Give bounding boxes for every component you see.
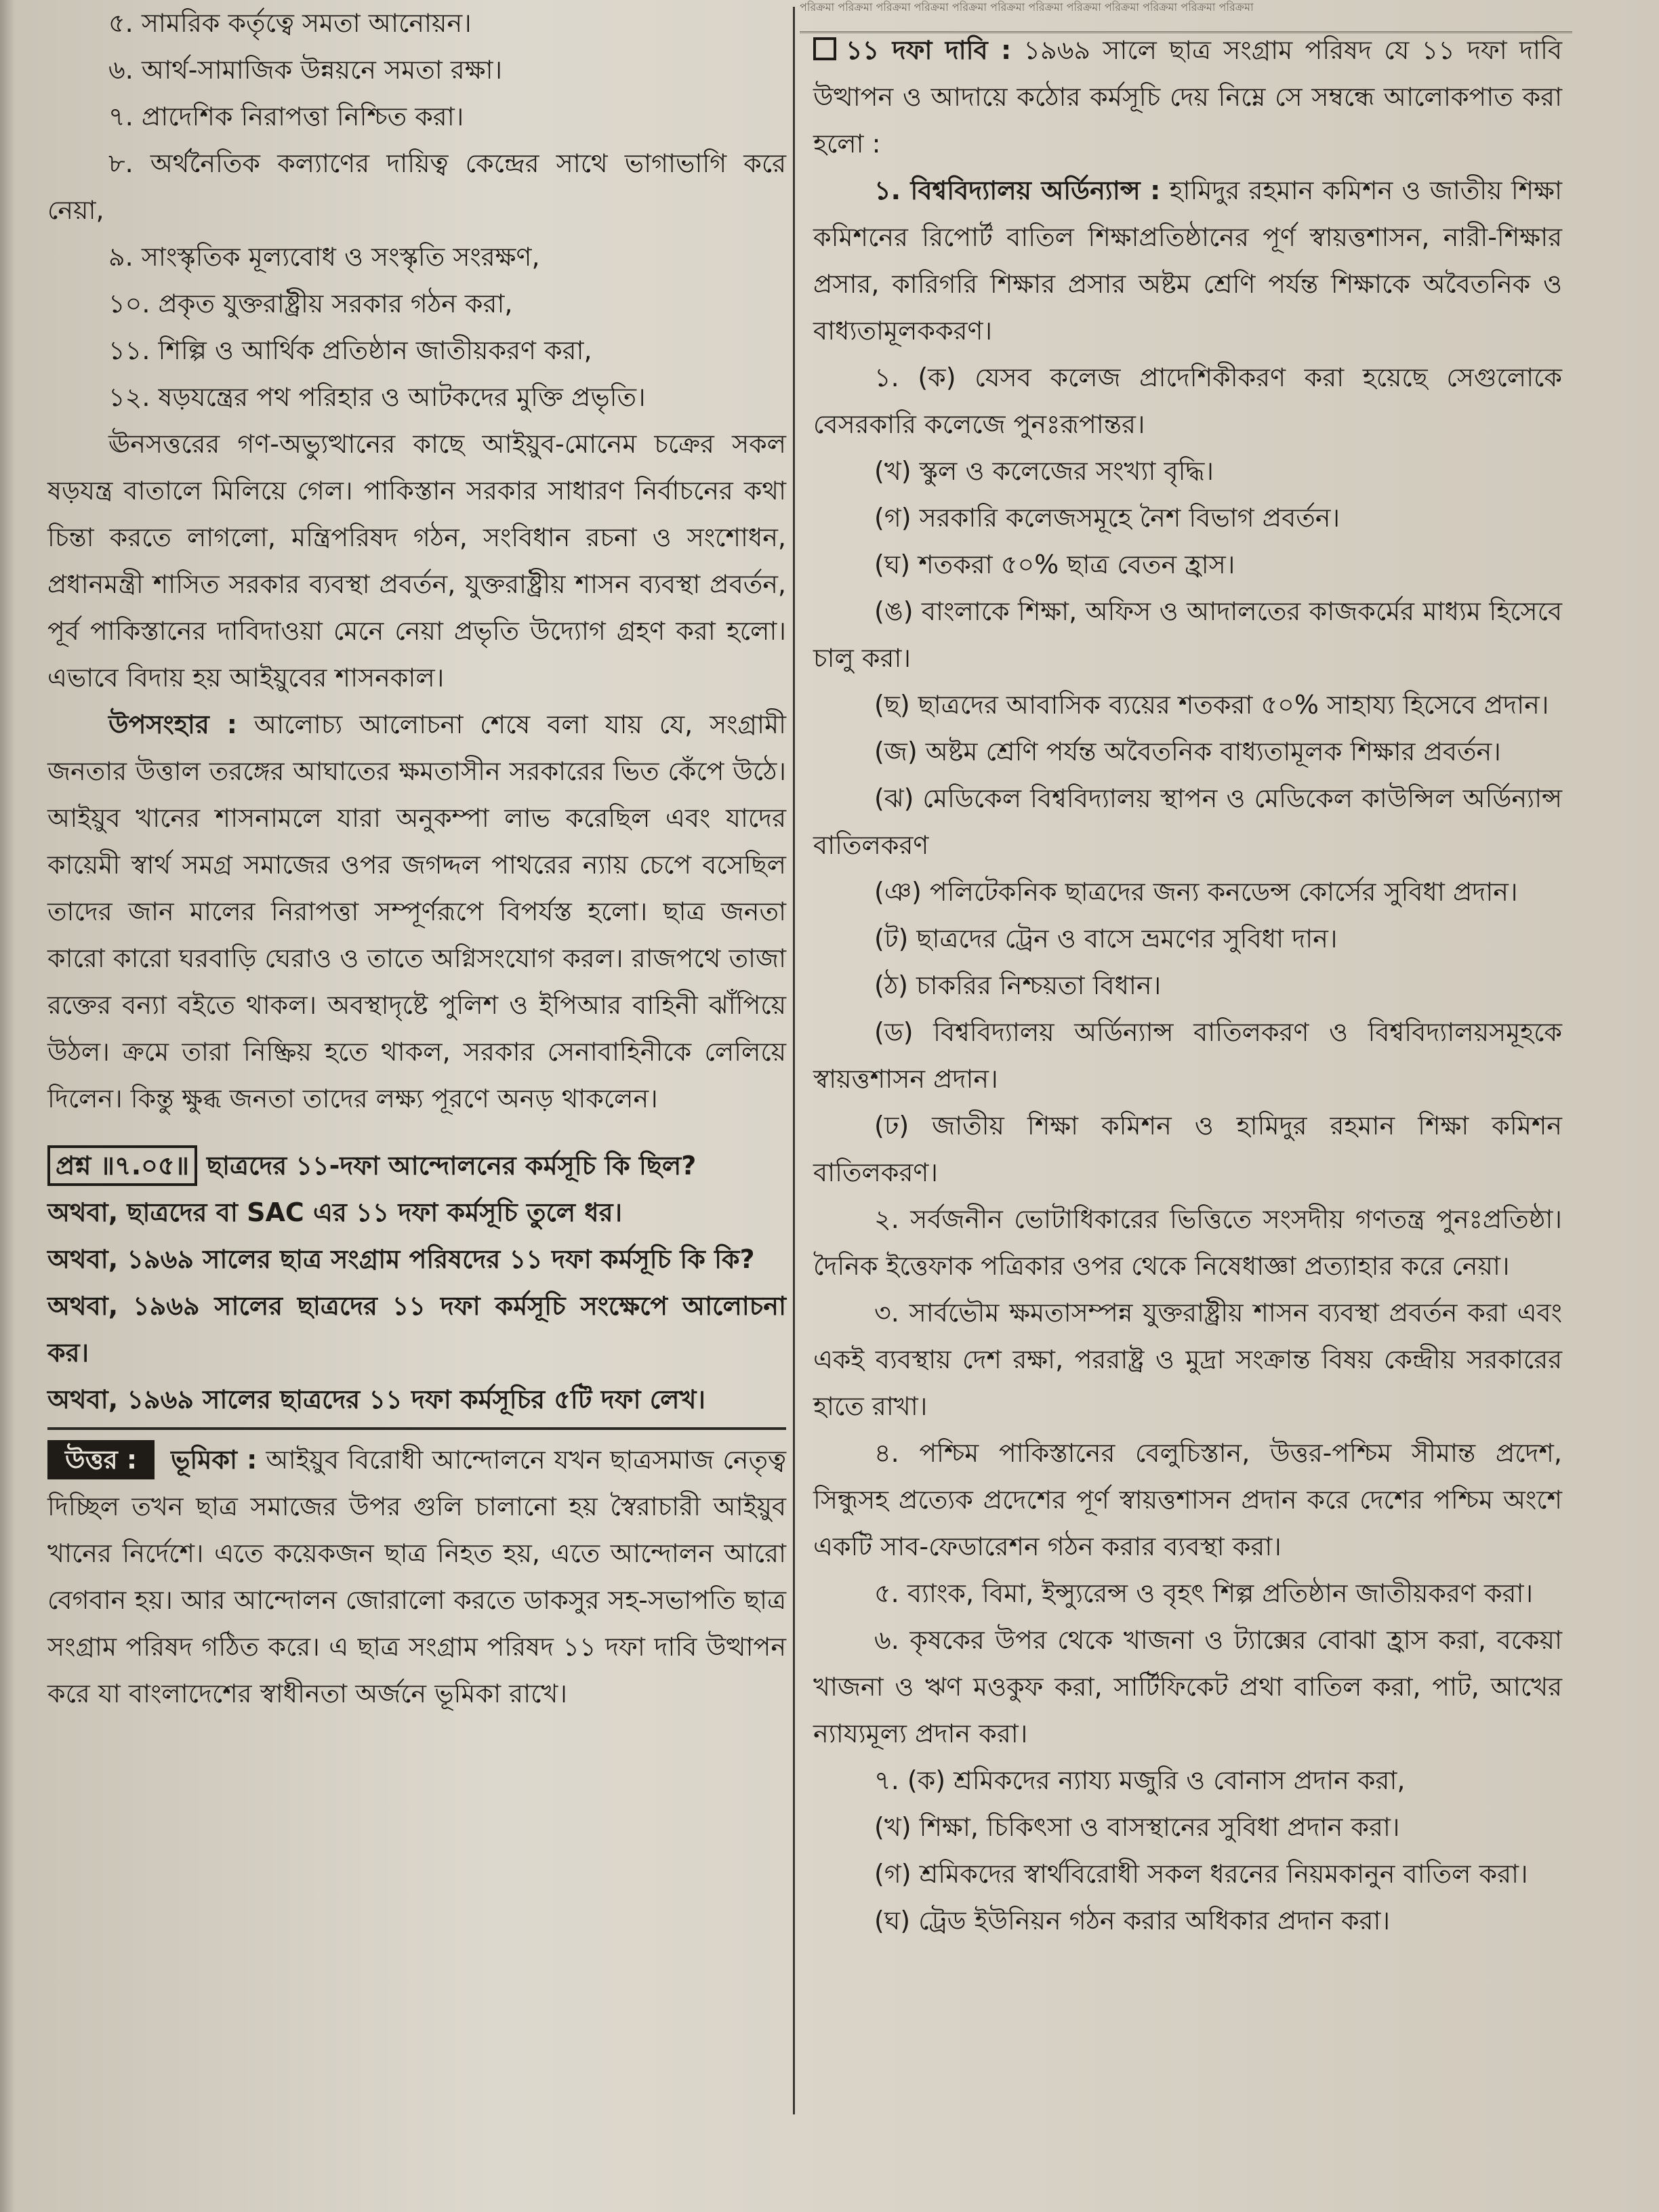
sub-item: (খ) স্কুল ও কলেজের সংখ্যা বৃদ্ধি।: [874, 456, 1214, 486]
point-7b: (খ) শিক্ষা, চিকিৎসা ও বাসস্থানের সুবিধা প্রদান করা।: [874, 1812, 1400, 1842]
point-7d: (ঘ) ট্রেড ইউনিয়ন গঠন করার অধিকার প্রদান করা।: [874, 1906, 1391, 1936]
section-intro: [813, 27, 1562, 167]
point-6: ৬. কৃষকের উপর থেকে খাজনা ও ট্যাক্সের বোঝা হ্রাস করা, বকেয়া খাজনা ও ঋণ মওকুফ করা, সার্টিফিকেট প্রথা বাতিল করা, পাট, আখের ন্যায্যমূল্য প্রদান করা।: [813, 1625, 1562, 1748]
point-4: ৪. পশ্চিম পাকিস্তানের বেলুচিস্তান, উত্তর-পশ্চিম সীমান্ত প্রদেশ, সিন্ধুসহ প্রত্যেক প্রদেশের পূর্ণ স্বায়ত্তশাসন প্রদান করে দেশের পশ্চিম অংশে একটি সাব-ফেডারেশন গঠন করার ব্যবস্থা করা।: [813, 1438, 1562, 1561]
sub-item: (গ) সরকারি কলেজসমূহে নৈশ বিভাগ প্রবর্তন।: [874, 503, 1340, 533]
conclusion-paragraph: [47, 701, 786, 1122]
answer-intro: [47, 1437, 786, 1717]
point-1-text: হামিদুর রহমান কমিশন ও জাতীয় শিক্ষা কমিশনের রিপোর্ট বাতিল শিক্ষাপ্রতিষ্ঠানের পূর্ণ স্বায়ত্তশাসন, নারী-শিক্ষার প্রসার, কারিগরি শিক্ষার প্রসার অষ্টম শ্রেণি পর্যন্ত শিক্ষাকে অবৈতনিক ও বাধ্যতামূলককরণ।: [813, 176, 1562, 346]
header-strip: পরিক্রমা পরিক্রমা পরিক্রমা পরিক্রমা পরিক্রমা পরিক্রমা পরিক্রমা পরিক্রমা পরিক্রমা পরিক্রমা পরিক্রমা পরিক্রমা: [800, 0, 1572, 33]
question-alt: অথবা, ১৯৬৯ সালের ছাত্র সংগ্রাম পরিষদের ১১ দফা কর্মসূচি কি কি?: [47, 1244, 755, 1274]
right-column: [813, 27, 1562, 1944]
point-1: [813, 167, 1562, 354]
question-main-text: ছাত্রদের ১১-দফা আন্দোলনের কর্মসূচি কি ছিল?: [207, 1151, 697, 1181]
question-block: [47, 1143, 786, 1430]
sub-item: (ঞ) পলিটেকনিক ছাত্রদের জন্য কনডেন্স কোর্সের সুবিধা প্রদান।: [874, 877, 1518, 907]
point-2: ২. সর্বজনীন ভোটাধিকারের ভিত্তিতে সংসদীয় গণতন্ত্র পুনঃপ্রতিষ্ঠা। দৈনিক ইত্তেফাক পত্রিকার ওপর থেকে নিষেধাজ্ঞা প্রত্যাহার করে নেয়া।: [813, 1204, 1562, 1281]
left-column: [47, 0, 786, 1717]
list-item: ৬. আর্থ-সামাজিক উন্নয়নে সমতা রক্ষা।: [108, 55, 503, 85]
sub-item: (ঝ) মেডিকেল বিশ্ববিদ্যালয় স্থাপন ও মেডিকেল কাউন্সিল অর্ডিন্যান্স বাতিলকরণ: [813, 783, 1562, 860]
point-7a: ৭. (ক) শ্রমিকদের ন্যায্য মজুরি ও বোনাস প্রদান করা,: [874, 1765, 1406, 1795]
section-heading: ১১ দফা দাবি :: [846, 35, 1012, 65]
sub-item: (ট) ছাত্রদের ট্রেন ও বাসে ভ্রমণের সুবিধা দান।: [874, 924, 1338, 954]
question-main: [47, 1143, 786, 1189]
list-item: ৯. সাংস্কৃতিক মূল্যবোধ ও সংস্কৃতি সংরক্ষণ,: [108, 242, 540, 272]
sub-item: (ঘ) শতকরা ৫০% ছাত্র বেতন হ্রাস।: [874, 550, 1235, 579]
sub-item: (ঢ) জাতীয় শিক্ষা কমিশন ও হামিদুর রহমান শিক্ষা কমিশন বাতিলকরণ।: [813, 1111, 1562, 1187]
point-5: ৫. ব্যাংক, বিমা, ইন্স্যুরেন্স ও বৃহৎ শিল্প প্রতিষ্ঠান জাতীয়করণ করা।: [874, 1578, 1534, 1608]
section-intro-text: ১৯৬৯ সালে ছাত্র সংগ্রাম পরিষদ যে ১১ দফা দাবি উত্থাপন ও আদায়ে কঠোর কর্মসূচি দেয় নিম্নে সে সম্বন্ধে আলোকপাত করা হলো :: [813, 35, 1562, 159]
sub-item: (ড) বিশ্ববিদ্যালয় অর্ডিন্যান্স বাতিলকরণ ও বিশ্ববিদ্যালয়সমূহকে স্বায়ত্তশাসন প্রদান।: [813, 1017, 1562, 1094]
list-item: ১২. ষড়যন্ত্রের পথ পরিহার ও আটকদের মুক্তি প্রভৃতি।: [108, 382, 646, 412]
list-item: ৭. প্রাদেশিক নিরাপত্তা নিশ্চিত করা।: [108, 102, 464, 131]
intro-text: আইয়ুব বিরোধী আন্দোলনে যখন ছাত্রসমাজ নেতৃত্ব দিচ্ছিল তখন ছাত্র সমাজের উপর গুলি চালানো হয় স্বৈরাচারী আইয়ুব খানের নির্দেশে। এতে কয়েকজন ছাত্র নিহত হয়, এতে আন্দোলন আরো বেগবান হয়। আর আন্দোলন জোরালো করতে ডাকসুর সহ-সভাপতি ছাত্র সংগ্রাম পরিষদ গঠিত করে। এ ছাত্র সংগ্রাম পরিষদ ১১ দফা দাবি উত্থাপন করে যা বাংলাদেশের স্বাধীনতা অর্জনে ভূমিকা রাখে।: [47, 1445, 786, 1708]
intro-label: ভূমিকা :: [171, 1445, 258, 1475]
answer-tag: উত্তর :: [47, 1440, 155, 1479]
point-1-label: ১. বিশ্ববিদ্যালয় অর্ডিন্যান্স :: [874, 176, 1161, 205]
point-3: ৩. সার্বভৌম ক্ষমতাসম্পন্ন যুক্তরাষ্ট্রীয় শাসন ব্যবস্থা প্রবর্তন করা এবং একই ব্যবস্থায় দেশ রক্ষা, পররাষ্ট্র ও মুদ্রা সংক্রান্ত বিষয় কেন্দ্রীয় সরকারের হাতে রাখা।: [813, 1298, 1562, 1421]
list-item: ৫. সামরিক কর্তৃত্বে সমতা আনোয়ন।: [108, 8, 472, 38]
uprising-paragraph: ঊনসত্তরের গণ-অভ্যুত্থানের কাছে আইয়ুব-মোনেম চক্রের সকল ষড়যন্ত্র বাতালে মিলিয়ে গেল। পাকিস্তান সরকার সাধারণ নির্বাচনের কথা চিন্তা করতে লাগলো, মন্ত্রিপরিষদ গঠন, সংবিধান রচনা ও সংশোধন, প্রধানমন্ত্রী শাসিত সরকার ব্যবস্থা প্রবর্তন, যুক্তরাষ্ট্রীয় শাসন ব্যবস্থা প্রবর্তন, পূর্ব পাকিস্তানের দাবিদাওয়া মেনে নেয়া প্রভৃতি উদ্যোগ গ্রহণ করা হলো। এভাবে বিদায় হয় আইয়ুবের শাসনকাল।: [47, 429, 786, 693]
question-alt: অথবা, ১৯৬৯ সালের ছাত্রদের ১১ দফা কর্মসূচির ৫টি দফা লেখ।: [47, 1385, 705, 1414]
conclusion-label: উপসংহার :: [108, 710, 237, 739]
sub-item: (ঠ) চাকরির নিশ্চয়তা বিধান।: [874, 970, 1162, 1000]
sub-item: ১. (ক) যেসব কলেজ প্রাদেশিকীকরণ করা হয়েছে সেগুলোকে বেসরকারি কলেজে পুনঃরূপান্তর।: [813, 363, 1562, 439]
conclusion-text: আলোচ্য আলোচনা শেষে বলা যায় যে, সংগ্রামী জনতার উত্তাল তরঙ্গের আঘাতের ক্ষমতাসীন সরকারের ভিত কেঁপে উঠে। আইয়ুব খানের শাসনামলে যারা অনুকম্পা লাভ করেছিল এবং যাদের কায়েমী স্বার্থ সমগ্র সমাজের ওপর জগদ্দল পাথরের ন্যায় চেপে বসেছিল তাদের জান মালের নিরাপত্তা সম্পূর্ণরূপে বিপর্যস্ত হলো। ছাত্র জনতা কারো কারো ঘরবাড়ি ঘেরাও ও তাতে অগ্নিসংযোগ করল। রাজপথে তাজা রক্তের বন্যা বইতে থাকল। অবস্থাদৃষ্টে পুলিশ ও ইপিআর বাহিনী ঝাঁপিয়ে উঠল। ক্রমে তারা নিষ্ক্রিয় হতে থাকল, সরকার সেনাবাহিনীকে লেলিয়ে দিলেন। কিন্তু ক্ষুব্ধ জনতা তাদের লক্ষ্য পূরণে অনড় থাকলেন।: [47, 710, 786, 1113]
list-item: ৮. অর্থনৈতিক কল্যাণের দায়িত্ব কেন্দ্রের সাথে ভাগাভাগি করে নেয়া,: [47, 148, 786, 225]
question-tag: প্রশ্ন ॥৭.০৫॥: [47, 1145, 197, 1186]
question-alt: অথবা, ১৯৬৯ সালের ছাত্রদের ১১ দফা কর্মসূচি সংক্ষেপে আলোচনা কর।: [47, 1291, 786, 1368]
sub-item: (ঙ) বাংলাকে শিক্ষা, অফিস ও আদালতের কাজকর্মের মাধ্যম হিসেবে চালু করা।: [813, 596, 1562, 673]
checkbox-square-icon: [813, 37, 836, 60]
sub-item: (জ) অষ্টম শ্রেণি পর্যন্ত অবৈতনিক বাধ্যতামূলক শিক্ষার প্রবর্তন।: [874, 737, 1501, 766]
list-item: ১১. শিল্পি ও আর্থিক প্রতিষ্ঠান জাতীয়করণ করা,: [108, 335, 592, 365]
column-divider: [793, 7, 795, 2114]
question-alt: অথবা, ছাত্রদের বা SAC এর ১১ দফা কর্মসূচি তুলে ধর।: [47, 1197, 623, 1227]
page-binding-edge: [0, 0, 15, 2212]
point-7c: (গ) শ্রমিকদের স্বার্থবিরোধী সকল ধরনের নিয়মকানুন বাতিল করা।: [874, 1859, 1528, 1889]
sub-item: (ছ) ছাত্রদের আবাসিক ব্যয়ের শতকরা ৫০% সাহায্য হিসেবে প্রদান।: [874, 690, 1549, 720]
list-item: ১০. প্রকৃত যুক্তরাষ্ট্রীয় সরকার গঠন করা,: [108, 289, 513, 319]
